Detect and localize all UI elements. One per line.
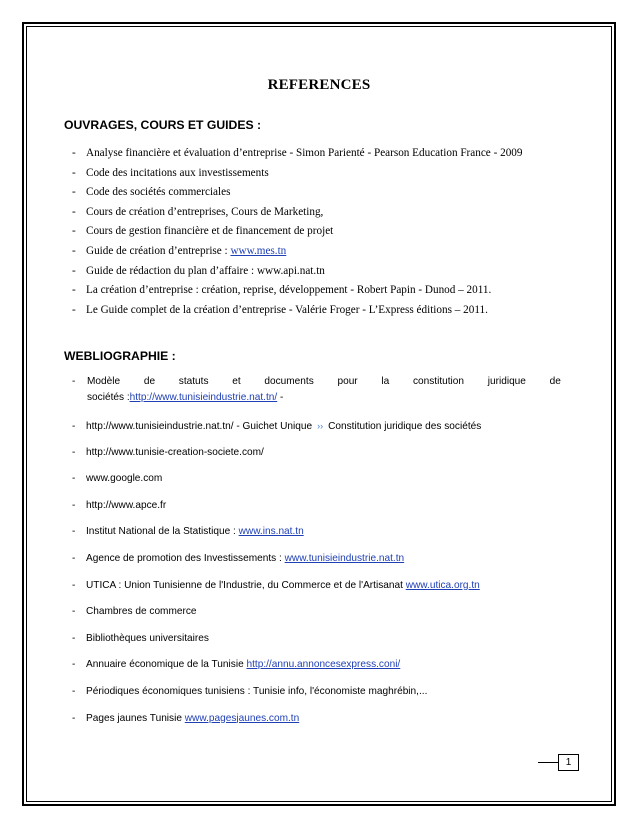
list-item (72, 524, 562, 551)
bullet-dash: - (72, 632, 76, 644)
bullet-dash: - (72, 376, 76, 387)
item-text: Annuaire économique de la Tunisie (86, 659, 247, 671)
item-text: Périodiques économiques tunisiens : Tunisie info, l'économiste maghrébin,... (86, 685, 428, 697)
bullet-dash: - (72, 264, 76, 277)
page-number: 1 (558, 754, 579, 771)
item-link[interactable]: www.tunisieindustrie.nat.tn (284, 552, 405, 564)
item-suffix: Constitution juridique des sociétés (328, 421, 482, 432)
bullet-dash: - (72, 421, 76, 432)
item-link[interactable]: www.ins.nat.tn (238, 526, 304, 538)
bullet-dash: - (72, 552, 76, 564)
bullet-dash: - (72, 284, 76, 297)
item-text: http://www.tunisie-creation-societe.com/ (86, 446, 264, 458)
item-link[interactable]: www.utica.org.tn (405, 579, 480, 591)
item-text: Institut National de la Statistique : (86, 526, 239, 538)
list-item (72, 281, 522, 301)
item-text: Pages jaunes Tunisie (86, 712, 185, 724)
bullet-dash: - (72, 166, 76, 179)
item-link[interactable]: http://annu.annoncesexpress.coni/ (246, 659, 401, 671)
list-item (72, 144, 522, 164)
list-item (72, 164, 522, 184)
list-item-guichet (72, 418, 562, 445)
item-text: www.google.com (86, 473, 163, 485)
item-text: UTICA : Union Tunisienne de l'Industrie, du Commerce et de l'Artisanat (86, 579, 406, 591)
ouvrages-list (72, 144, 522, 320)
bullet-dash: - (72, 147, 76, 159)
bullet-dash: - (72, 526, 76, 538)
list-item (72, 498, 562, 525)
list-item (72, 684, 562, 711)
list-item-statuts (72, 374, 562, 418)
bullet-dash: - (72, 225, 76, 238)
justified-word: constitution (412, 376, 465, 387)
item-text: Chambres de commerce (86, 606, 197, 618)
item-text: Cours de création d’entreprises, Cours de Marketing, (86, 205, 324, 218)
item-link[interactable]: www.pagesjaunes.com.tn (184, 712, 300, 724)
item-text: Bibliothèques universitaires (86, 632, 209, 644)
justified-word: pour (337, 376, 358, 387)
item-text: Analyse financière et évaluation d’entreprise - Simon Parienté - Pearson Education France - 2009 (86, 147, 523, 159)
list-item (72, 301, 522, 321)
item-text: Code des incitations aux investissements (86, 166, 269, 179)
list-item (72, 578, 562, 605)
web-items (72, 445, 562, 738)
justified-word: Modèle (87, 376, 121, 387)
list-item (72, 711, 562, 738)
list-item (72, 222, 522, 242)
item-text: Code des sociétés commerciales (86, 186, 231, 199)
justified-word: juridique (487, 376, 526, 387)
item-suffix: - (277, 392, 284, 403)
list-item (72, 262, 522, 282)
justified-word: la (381, 376, 390, 387)
item-text: Le Guide complet de la création d’entreprise - Valérie Froger - L’Express éditions – 2011. (86, 303, 488, 316)
list-item (72, 203, 522, 223)
bullet-dash: - (72, 499, 76, 511)
item-link[interactable]: www.mes.tn (230, 244, 287, 257)
item-text: Cours de gestion financière et de financement de projet (86, 225, 334, 238)
justified-word: de (143, 376, 156, 387)
bullet-dash: - (72, 473, 76, 485)
ouvrages-heading: OUVRAGES, COURS ET GUIDES : (64, 118, 262, 132)
bullet-dash: - (72, 579, 76, 591)
bullet-dash: - (72, 186, 76, 199)
arrow-icon: ›› (317, 421, 324, 431)
bullet-dash: - (72, 244, 76, 257)
list-item (72, 551, 562, 578)
list-item (72, 631, 562, 658)
bullet-dash: - (72, 205, 76, 218)
item-text: http://www.apce.fr (86, 499, 167, 511)
webliographie-list (72, 374, 562, 737)
bullet-dash: - (72, 685, 76, 697)
list-item (72, 471, 562, 498)
bullet-dash: - (72, 659, 76, 671)
bullet-dash: - (72, 712, 76, 724)
list-item (72, 183, 522, 203)
bullet-dash: - (72, 606, 76, 618)
tunisieindustrie-link[interactable]: http://www.tunisieindustrie.nat.tn/ (129, 392, 278, 403)
justified-word: documents (264, 376, 314, 387)
item-text: Agence de promotion des Investissements : (86, 552, 285, 564)
justified-line (87, 374, 561, 390)
item-text: La création d’entreprise : création, reprise, développement - Robert Papin - Dunod – 2011. (86, 284, 492, 297)
page-number-rule (538, 762, 558, 763)
item-text: http://www.tunisieindustrie.nat.tn/ - Guichet Unique (86, 421, 313, 432)
item-text: Guide de création d’entreprise : (86, 244, 231, 257)
list-item (72, 657, 562, 684)
page-title: REFERENCES (267, 77, 371, 93)
bullet-dash: - (72, 446, 76, 458)
list-item (72, 242, 522, 262)
justified-word: et (232, 376, 241, 387)
list-item (72, 445, 562, 472)
justified-word: de (549, 376, 561, 387)
list-item (72, 604, 562, 631)
item-text: Guide de rédaction du plan d’affaire : www.api.nat.tn (86, 264, 325, 277)
justified-word: statuts (178, 376, 209, 387)
webliographie-heading: WEBLIOGRAPHIE : (64, 349, 176, 363)
bullet-dash: - (72, 303, 76, 316)
item-text: sociétés : (87, 392, 130, 403)
